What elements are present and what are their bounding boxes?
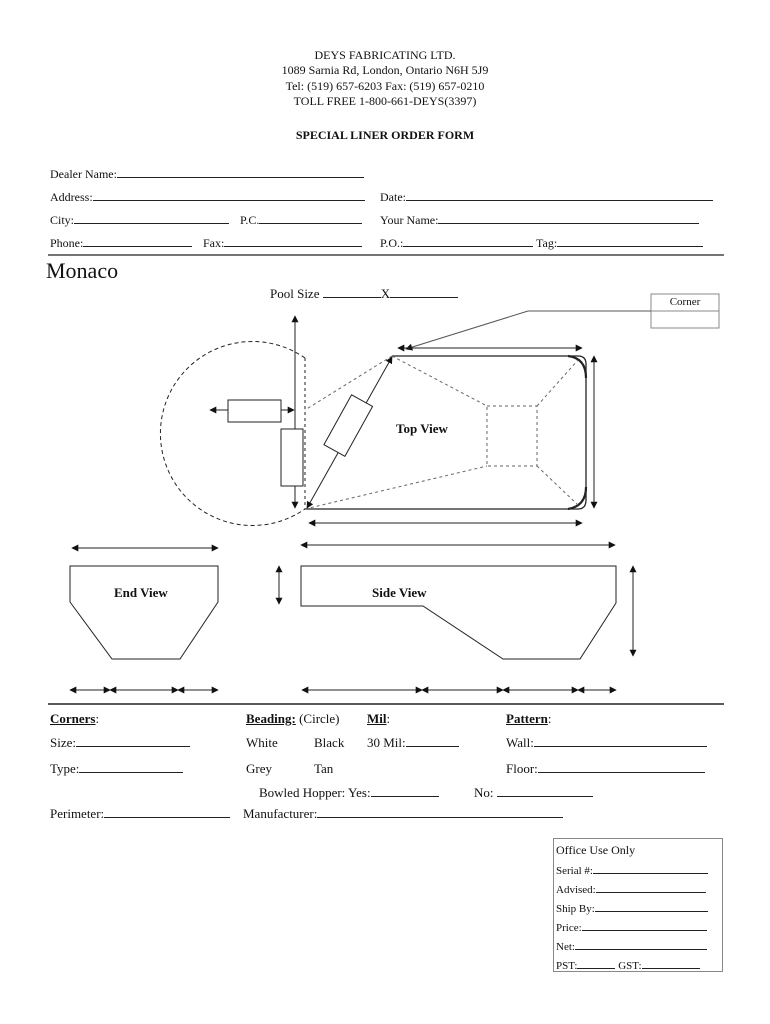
bowled-hopper-label: Bowled Hopper: Yes: <box>259 785 371 800</box>
your-name-label: Your Name: <box>380 213 439 227</box>
net-field[interactable] <box>556 939 707 953</box>
wall-field[interactable] <box>506 735 707 751</box>
company-toll-free: TOLL FREE 1-800-661-DEYS(3397) <box>293 94 477 108</box>
company-name: DEYS FABRICATING LTD. <box>314 48 456 62</box>
office-use-title: Office Use Only <box>556 843 636 857</box>
serial-label: Serial #: <box>556 865 593 877</box>
model-name: Monaco <box>46 258 119 283</box>
end-view-label: End View <box>114 585 168 600</box>
pool-size-label: Pool Size <box>270 286 320 301</box>
side-view-label: Side View <box>372 585 427 600</box>
gst-label: GST: <box>618 960 642 972</box>
beading-heading: Beading: (Circle) <box>246 711 340 726</box>
size-field[interactable] <box>50 735 190 751</box>
pst-label: PST: <box>556 960 578 972</box>
tag-label: Tag: <box>536 236 558 250</box>
price-field[interactable] <box>556 920 707 934</box>
ship-by-field[interactable] <box>556 901 708 915</box>
pst-gst-field[interactable] <box>556 958 700 972</box>
end-view-shape <box>70 566 218 659</box>
advised-label: Advised: <box>556 884 596 896</box>
pattern-heading: Pattern: <box>506 711 552 726</box>
manufacturer-label: Manufacturer: <box>243 806 318 821</box>
type-field[interactable] <box>50 761 183 777</box>
form-title: SPECIAL LINER ORDER FORM <box>295 128 475 142</box>
beading-tan-option[interactable]: Tan <box>314 761 334 776</box>
floor-label: Floor: <box>506 761 538 776</box>
side-view-shape <box>301 566 616 659</box>
manufacturer-field[interactable] <box>243 806 563 822</box>
company-phone-fax: Tel: (519) 657-6203 Fax: (519) 657-0210 <box>285 79 485 93</box>
company-address: 1089 Sarnia Rd, London, Ontario N6H 5J9 <box>281 63 489 77</box>
advised-field[interactable] <box>556 882 706 896</box>
fax-label: Fax: <box>203 236 225 250</box>
bowled-hopper-no-field[interactable] <box>474 785 593 801</box>
wall-label: Wall: <box>506 735 534 750</box>
perimeter-field[interactable] <box>50 806 230 822</box>
serial-field[interactable] <box>556 863 708 877</box>
perimeter-label: Perimeter: <box>50 806 105 821</box>
beading-white-option[interactable]: White <box>246 735 278 750</box>
beading-grey-option[interactable]: Grey <box>246 761 272 776</box>
net-label: Net: <box>556 941 575 953</box>
type-label: Type: <box>50 761 80 776</box>
date-label: Date: <box>380 190 406 204</box>
mil-heading: Mil: <box>367 711 391 726</box>
size-label: Size: <box>50 735 76 750</box>
bowled-hopper-yes-field[interactable] <box>259 785 439 801</box>
beading-black-option[interactable]: Black <box>314 735 345 750</box>
pc-label: P.C. <box>240 213 260 227</box>
dealer-name-label: Dealer Name: <box>50 167 117 181</box>
corners-heading: Corners: <box>50 711 100 726</box>
mil-30-label: 30 Mil: <box>367 735 406 750</box>
price-label: Price: <box>556 922 582 934</box>
floor-field[interactable] <box>506 761 705 777</box>
no-label: No: <box>474 785 494 800</box>
address-label: Address: <box>50 190 93 204</box>
office-use-box <box>553 838 723 972</box>
city-label: City: <box>50 213 75 227</box>
top-view-label: Top View <box>396 421 448 436</box>
corner-label: Corner <box>669 296 701 308</box>
phone-label: Phone: <box>50 236 84 250</box>
pool-size-x: X <box>380 286 391 301</box>
corner-input[interactable] <box>651 312 719 328</box>
po-label: P.O.: <box>380 236 404 250</box>
mil-30-field[interactable] <box>367 735 459 751</box>
ship-by-label: Ship By: <box>556 903 595 915</box>
